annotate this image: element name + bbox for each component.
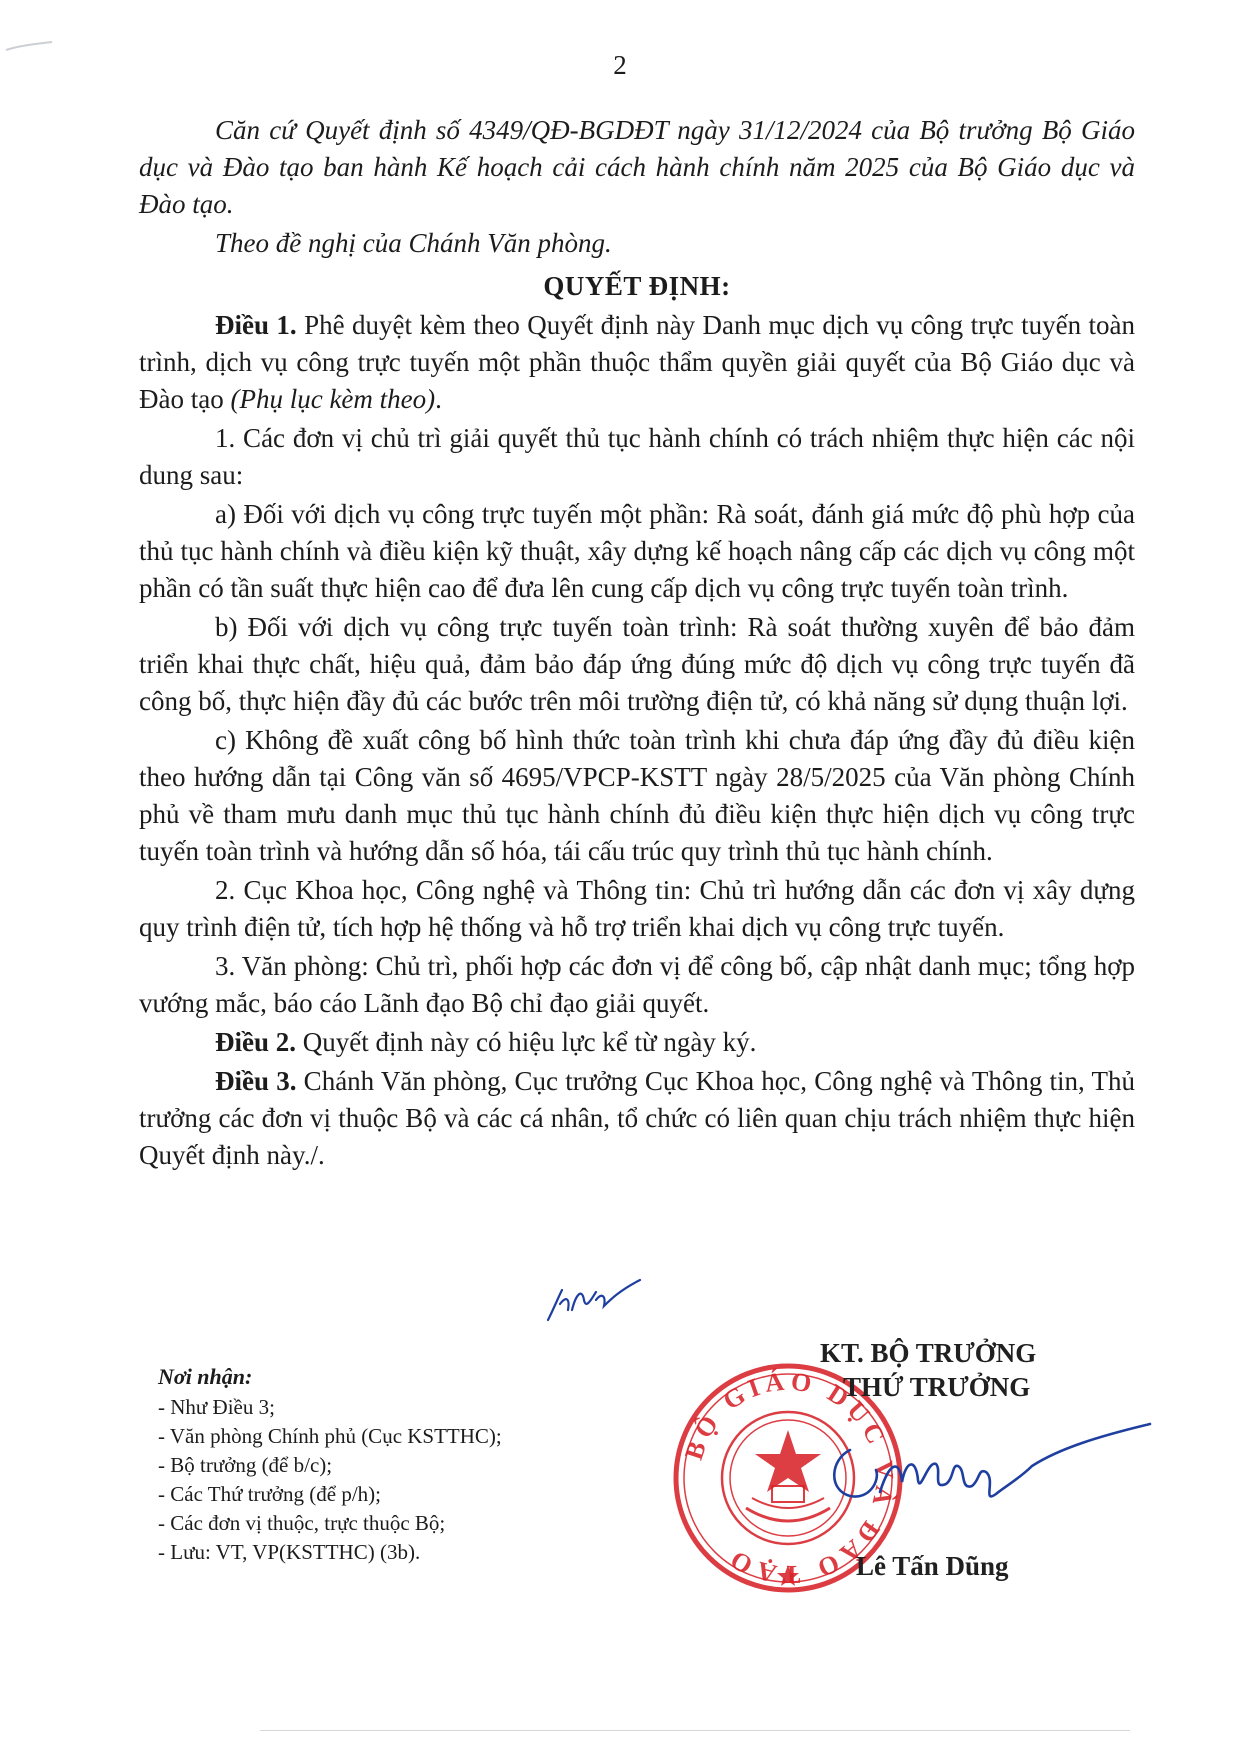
handwritten-signature-icon (820, 1420, 1160, 1530)
seal-text: BỘ GIÁO DỤC VÀ ĐÀO TẠO (678, 1366, 900, 1590)
recipient-item: - Văn phòng Chính phủ (Cục KSTTHC); (158, 1424, 502, 1448)
article-3-text: Chánh Văn phòng, Cục trưởng Cục Khoa học, Công nghệ và Thông tin, Thủ trưởng các đơn vị thuộc Bộ và các cá nhân, tổ chức có liên quan chịu trách nhiệm thực hiện Quyết định này./. (139, 1066, 1135, 1170)
article-1-text: Phê duyệt kèm theo Quyết định này Danh mục dịch vụ công trực tuyến toàn trình, dịch vụ công trực tuyến một phần thuộc thẩm quyền giải quyết của Bộ Giáo dục và Đào tạo (139, 310, 1136, 414)
signature-title-deputy: THỨ TRƯỞNG (843, 1372, 1031, 1402)
document-body (139, 112, 1135, 1176)
recipients-block (158, 1362, 718, 1567)
signer-name: Lê Tấn Dũng (856, 1551, 1009, 1581)
recipients-title: Nơi nhận: (158, 1364, 253, 1389)
item-1a: a) Đối với dịch vụ công trực tuyến một phần: Rà soát, đánh giá mức độ phù hợp của thủ tục hành chính và điều kiện kỹ thuật, xây dựng kế hoạch nâng cấp các dịch vụ công một phần có tần suất thực hiện cao để đưa lên cung cấp dịch vụ công trực tuyến toàn trình. (139, 499, 1135, 603)
recipient-item: - Các Thứ trưởng (để p/h); (158, 1482, 382, 1506)
item-1c: c) Không đề xuất công bố hình thức toàn trình khi chưa đáp ứng đầy đủ điều kiện theo hướng dẫn tại Công văn số 4695/VPCP-KSTT ngày 28/5/2025 của Văn phòng Chính phủ về tham mưu danh mục thủ tục hành chính đủ điều kiện thực hiện dịch vụ công trực tuyến toàn trình và hướng dẫn số hóa, tái cấu trúc quy trình thủ tục hành chính. (139, 725, 1135, 866)
preamble-basis: Căn cứ Quyết định số 4349/QĐ-BGDĐT ngày 31/12/2024 của Bộ trưởng Bộ Giáo dục và Đào tạo ban hành Kế hoạch cải cách hành chính năm 2025 của Bộ Giáo dục và Đào tạo. (139, 115, 1135, 219)
recipient-item: - Các đơn vị thuộc, trực thuộc Bộ; (158, 1511, 446, 1535)
item-3: 3. Văn phòng: Chủ trì, phối hợp các đơn vị để công bố, cập nhật danh mục; tổng hợp vướng mắc, báo cáo Lãnh đạo Bộ chỉ đạo giải quyết. (139, 951, 1135, 1018)
recipients-list (158, 1393, 718, 1567)
handwritten-initials (540, 1270, 650, 1330)
article-2-label: Điều 2. (215, 1027, 296, 1057)
signature-title-kt: KT. BỘ TRƯỞNG (820, 1338, 1037, 1368)
article-1-label: Điều 1. (215, 310, 297, 340)
article-1-end: . (435, 384, 442, 414)
article-3-label: Điều 3. (215, 1066, 297, 1096)
article-2 (139, 1024, 1135, 1061)
article-1-note: (Phụ lục kèm theo) (230, 384, 436, 414)
article-3 (139, 1063, 1135, 1174)
article-2-text: Quyết định này có hiệu lực kể từ ngày ký. (296, 1027, 757, 1057)
item-1b: b) Đối với dịch vụ công trực tuyến toàn trình: Rà soát thường xuyên để bảo đảm triển khai thực chất, hiệu quả, đảm bảo đáp ứng đúng mức độ dịch vụ công trực tuyến đã công bố, thực hiện đầy đủ các bước trên môi trường điện tử, có khả năng sử dụng thuận lợi. (139, 612, 1135, 716)
recipient-item: - Lưu: VT, VP(KSTTHC) (3b). (158, 1540, 421, 1564)
recipient-item: - Như Điều 3; (158, 1395, 275, 1419)
bottom-divider (260, 1730, 1130, 1731)
recipient-item: - Bộ trưởng (để b/c); (158, 1453, 333, 1477)
page-number: 2 (613, 50, 627, 80)
item-2: 2. Cục Khoa học, Công nghệ và Thông tin: Chủ trì hướng dẫn các đơn vị xây dựng quy trình điện tử, tích hợp hệ thống và hỗ trợ triển khai dịch vụ công trực tuyến. (139, 875, 1135, 942)
article-1 (139, 307, 1135, 418)
item-1: 1. Các đơn vị chủ trì giải quyết thủ tục hành chính có trách nhiệm thực hiện các nội dung sau: (139, 423, 1135, 490)
scan-smudge-icon (4, 36, 74, 56)
decision-heading: QUYẾT ĐỊNH: (543, 271, 731, 301)
preamble-proposal: Theo đề nghị của Chánh Văn phòng. (215, 228, 612, 258)
